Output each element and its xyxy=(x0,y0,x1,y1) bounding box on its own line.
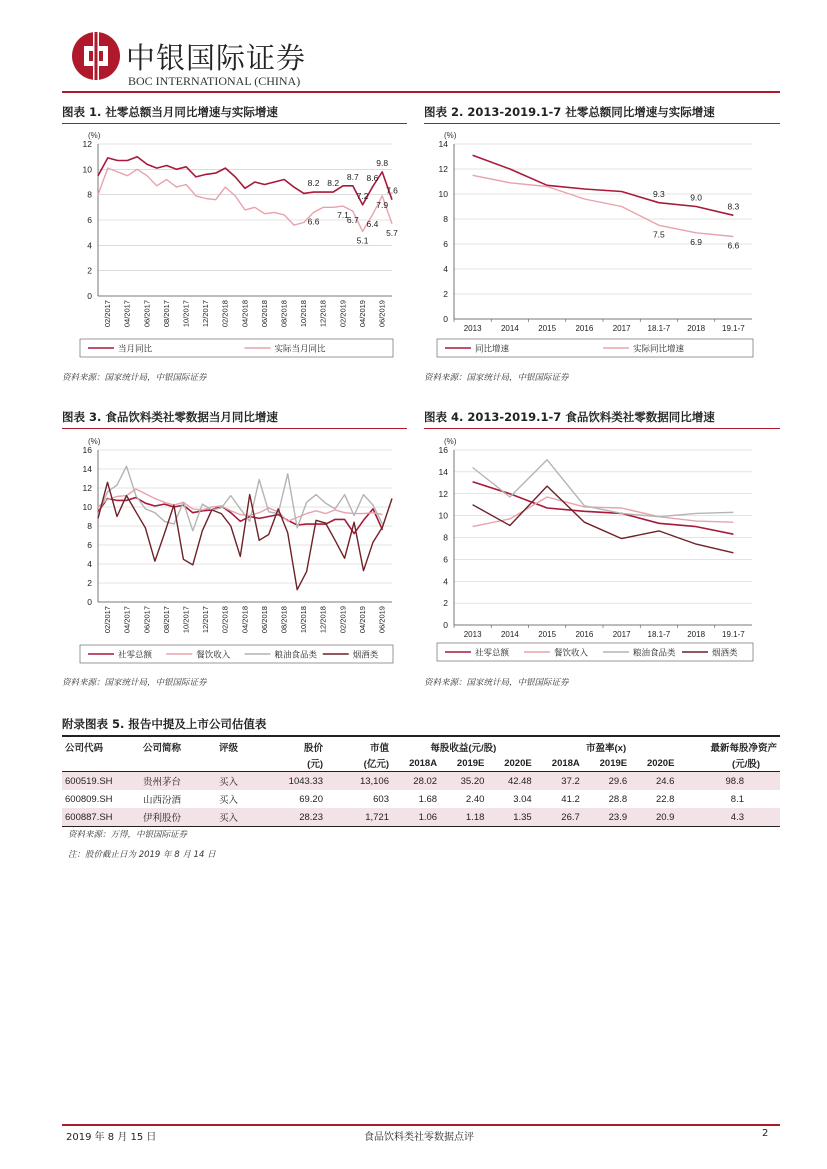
cell-pe-2019: 28.8 xyxy=(608,793,628,805)
legend-label: 实际同比增速 xyxy=(633,344,685,355)
legend-label: 餐饮收入 xyxy=(196,650,231,661)
legend-label: 餐饮收入 xyxy=(554,648,589,659)
figure-2-title: 图表 2. 2013-2019.1-7 社零总额同比增速与实际增速 xyxy=(424,105,715,119)
header-eps-2020: 2020E xyxy=(487,755,534,772)
y-unit-label: (%) xyxy=(88,131,101,140)
x-tick-label: 19.1-7 xyxy=(722,324,745,333)
x-tick-label: 18.1-7 xyxy=(647,324,671,333)
y-tick-label: 8 xyxy=(87,189,92,200)
chart-retail-annual-growth xyxy=(424,126,780,366)
cell-eps-2018: 1.68 xyxy=(418,793,438,805)
cell-code: 600809.SH xyxy=(65,793,113,805)
data-label: 6.7 xyxy=(346,215,359,226)
cell-rating: 买入 xyxy=(216,808,270,827)
header-rating: 评级 xyxy=(219,743,239,754)
legend-label: 社零总额 xyxy=(475,648,510,659)
y-tick-label: 4 xyxy=(87,559,92,569)
figure-1-title: 图表 1. 社零总额当月同比增速与实际增速 xyxy=(62,105,278,119)
table-row xyxy=(62,772,780,791)
y-tick-label: 10 xyxy=(438,510,448,521)
header-mcap-unit: (亿元) xyxy=(326,755,392,772)
x-tick-label: 04/2019 xyxy=(357,606,367,634)
y-tick-label: 2 xyxy=(87,265,92,276)
y-tick-label: 12 xyxy=(438,488,448,499)
page-number: 2 xyxy=(762,1128,769,1139)
legend-label: 粮油食品类 xyxy=(274,650,318,661)
x-tick-label: 08/2018 xyxy=(279,300,289,328)
y-tick-label: 10 xyxy=(438,189,448,199)
legend-label: 粮油食品类 xyxy=(633,648,676,659)
cell-bps: 8.1 xyxy=(730,793,744,805)
y-tick-label: 4 xyxy=(87,240,92,251)
header-pe-2020: 2020E xyxy=(630,755,677,772)
x-tick-label: 2017 xyxy=(612,630,631,639)
table-row xyxy=(62,790,780,808)
x-tick-label: 06/2017 xyxy=(142,606,152,634)
x-tick-label: 04/2017 xyxy=(122,300,132,328)
x-tick-label: 06/2019 xyxy=(377,300,387,328)
x-tick-label: 2018 xyxy=(687,324,706,333)
x-tick-label: 04/2019 xyxy=(357,300,367,328)
series-line-4 xyxy=(98,482,392,589)
y-tick-label: 8 xyxy=(443,214,448,224)
y-tick-label: 6 xyxy=(87,540,92,550)
y-tick-label: 0 xyxy=(87,597,92,607)
cell-eps-2020: 42.48 xyxy=(487,772,534,791)
footer-report-title: 食品饮料类社零数据点评 xyxy=(364,1132,474,1143)
figure-4-rule xyxy=(424,428,780,429)
y-tick-label: 0 xyxy=(443,314,448,324)
cell-pe-2018: 41.2 xyxy=(561,793,580,805)
x-tick-label: 2018 xyxy=(687,630,706,639)
legend-label: 同比增速 xyxy=(475,344,510,355)
x-tick-label: 2016 xyxy=(575,630,594,639)
x-tick-label: 2014 xyxy=(500,630,519,639)
x-tick-label: 02/2018 xyxy=(220,606,230,634)
table-note: 注：股价截止日为 2019 年 8 月 14 日 xyxy=(68,850,216,860)
data-label: 7.1 xyxy=(337,210,349,221)
figure-2-source: 资料来源：国家统计局，中银国际证券 xyxy=(424,373,569,383)
x-tick-label: 18.1-7 xyxy=(647,630,671,639)
header-name: 公司简称 xyxy=(143,743,182,754)
y-tick-label: 6 xyxy=(443,239,448,249)
y-tick-label: 14 xyxy=(82,464,92,474)
header-pe: 市盈率(x) xyxy=(586,743,627,754)
x-tick-label: 02/2018 xyxy=(220,300,230,328)
y-tick-label: 12 xyxy=(82,483,92,493)
y-tick-label: 4 xyxy=(443,264,448,274)
x-tick-label: 10/2017 xyxy=(181,606,191,634)
x-tick-label: 06/2019 xyxy=(377,606,387,634)
header-bps-unit: (元/股) xyxy=(677,755,780,772)
figure-3-rule xyxy=(62,428,407,429)
valuation-table xyxy=(62,739,780,827)
cell-code: 600887.SH xyxy=(62,808,140,827)
chart-retail-monthly-growth xyxy=(62,126,407,366)
data-label: 8.3 xyxy=(727,201,740,212)
y-tick-label: 2 xyxy=(443,289,448,299)
x-tick-label: 10/2018 xyxy=(299,606,309,634)
data-label: 7.9 xyxy=(376,199,389,210)
boc-logo-icon xyxy=(70,30,122,82)
chart-food-monthly-growth xyxy=(62,430,407,670)
x-tick-label: 08/2017 xyxy=(161,300,171,328)
figure-4-source: 资料来源：国家统计局，中银国际证券 xyxy=(424,678,569,688)
y-unit-label: (%) xyxy=(444,437,457,446)
x-tick-label: 04/2017 xyxy=(122,606,132,634)
header-pe-2019: 2019E xyxy=(583,755,630,772)
x-tick-label: 06/2018 xyxy=(259,606,269,634)
cell-eps-2020: 3.04 xyxy=(513,793,532,805)
y-tick-label: 12 xyxy=(438,164,448,174)
figure-2-rule xyxy=(424,123,780,124)
data-label: 8.2 xyxy=(307,178,320,189)
data-label: 5.7 xyxy=(386,227,398,238)
legend-label: 社零总额 xyxy=(118,650,153,661)
x-tick-label: 2015 xyxy=(538,630,557,639)
y-tick-label: 10 xyxy=(82,164,92,175)
x-tick-label: 2015 xyxy=(538,324,557,333)
y-tick-label: 16 xyxy=(82,445,92,455)
cell-mcap: 1,721 xyxy=(326,808,392,827)
header-bps: 最新每股净资产 xyxy=(710,743,777,754)
series-line-3 xyxy=(473,460,734,517)
legend-label: 烟酒类 xyxy=(352,650,379,661)
x-tick-label: 12/2017 xyxy=(201,300,211,328)
cell-pe-2018: 37.2 xyxy=(535,772,583,791)
x-tick-label: 02/2019 xyxy=(338,606,348,634)
footer-rule xyxy=(62,1124,780,1126)
data-label: 7.5 xyxy=(652,229,665,240)
data-label: 6.6 xyxy=(727,240,740,251)
data-label: 9.8 xyxy=(376,157,389,168)
y-tick-label: 16 xyxy=(438,445,448,455)
cell-bps: 98.8 xyxy=(677,772,780,791)
y-tick-label: 10 xyxy=(82,502,92,512)
header-pe-2018: 2018A xyxy=(535,755,583,772)
y-tick-label: 6 xyxy=(87,215,92,225)
y-tick-label: 4 xyxy=(443,576,448,587)
y-tick-label: 14 xyxy=(438,139,448,149)
figure-3-title: 图表 3. 食品饮料类社零数据当月同比增速 xyxy=(62,410,278,424)
x-tick-label: 06/2017 xyxy=(142,300,152,328)
cell-eps-2018: 1.06 xyxy=(392,808,440,827)
cell-code: 600519.SH xyxy=(62,772,140,791)
cell-name: 山西汾酒 xyxy=(143,795,182,806)
x-tick-label: 2013 xyxy=(463,324,482,333)
y-tick-label: 2 xyxy=(443,598,448,609)
cell-mcap: 13,106 xyxy=(326,772,392,791)
data-label: 9.3 xyxy=(652,188,665,199)
figure-3-source: 资料来源：国家统计局，中银国际证券 xyxy=(62,678,207,688)
x-tick-label: 12/2017 xyxy=(201,606,211,634)
y-unit-label: (%) xyxy=(88,437,101,446)
header-code: 公司代码 xyxy=(65,743,104,754)
cell-rating: 买入 xyxy=(216,772,270,791)
y-tick-label: 6 xyxy=(443,554,448,565)
table-source: 资料来源：万得，中银国际证券 xyxy=(68,830,188,840)
legend-label: 当月同比 xyxy=(118,344,153,355)
cell-pe-2019: 29.6 xyxy=(583,772,630,791)
x-tick-label: 04/2018 xyxy=(240,300,250,328)
cell-eps-2020: 1.35 xyxy=(487,808,534,827)
cell-price: 1043.33 xyxy=(270,772,326,791)
x-tick-label: 06/2018 xyxy=(259,300,269,328)
figure-4-title: 图表 4. 2013-2019.1-7 食品饮料类社零数据同比增速 xyxy=(424,410,715,424)
y-tick-label: 14 xyxy=(438,466,448,477)
figure-1-rule xyxy=(62,123,407,124)
header-eps-2019: 2019E xyxy=(440,755,487,772)
y-tick-label: 0 xyxy=(87,291,92,301)
x-tick-label: 10/2017 xyxy=(181,300,191,328)
table-row xyxy=(62,808,780,827)
x-tick-label: 2017 xyxy=(612,324,631,333)
data-label: 8.6 xyxy=(366,173,379,184)
cell-pe-2020: 22.8 xyxy=(655,793,675,805)
x-tick-label: 2013 xyxy=(463,630,482,639)
x-tick-label: 2016 xyxy=(575,324,594,333)
header-eps: 每股收益(元/股) xyxy=(430,743,497,754)
data-label: 7.6 xyxy=(386,185,398,196)
data-label: 9.0 xyxy=(690,192,703,203)
company-name-cn: 中银国际证券 xyxy=(126,41,307,75)
table-title: 附录图表 5. 报告中提及上市公司估值表 xyxy=(62,717,267,731)
y-tick-label: 8 xyxy=(87,521,92,531)
y-tick-label: 12 xyxy=(82,139,92,149)
x-tick-label: 08/2017 xyxy=(161,606,171,634)
x-tick-label: 19.1-7 xyxy=(722,630,745,639)
y-tick-label: 2 xyxy=(87,578,92,588)
data-label: 6.9 xyxy=(690,236,703,247)
cell-rating: 买入 xyxy=(219,795,239,806)
x-tick-label: 02/2019 xyxy=(338,300,348,328)
company-name-en: BOC INTERNATIONAL (CHINA) xyxy=(128,74,301,88)
x-tick-label: 02/2017 xyxy=(103,300,113,328)
x-tick-label: 12/2018 xyxy=(318,300,328,328)
data-label: 7.2 xyxy=(356,190,369,201)
data-label: 6.6 xyxy=(307,216,320,227)
cell-bps: 4.3 xyxy=(677,808,780,827)
y-unit-label: (%) xyxy=(444,131,457,140)
data-label: 8.7 xyxy=(346,171,359,182)
cell-pe-2020: 20.9 xyxy=(630,808,677,827)
chart-food-annual-growth xyxy=(424,430,780,670)
series-line-2 xyxy=(98,489,383,521)
header-rule xyxy=(62,91,780,93)
header-price: 股价 xyxy=(303,743,323,754)
series-line-1 xyxy=(473,155,734,215)
cell-mcap: 603 xyxy=(373,793,389,805)
data-label: 5.1 xyxy=(356,235,369,246)
x-tick-label: 08/2018 xyxy=(279,606,289,634)
x-tick-label: 2014 xyxy=(500,324,519,333)
table-top-rule xyxy=(62,735,780,737)
x-tick-label: 04/2018 xyxy=(240,606,250,634)
cell-eps-2019: 2.40 xyxy=(465,793,485,805)
cell-name: 伊利股份 xyxy=(140,808,216,827)
cell-price: 28.23 xyxy=(270,808,326,827)
cell-eps-2019: 35.20 xyxy=(440,772,487,791)
legend-label: 烟酒类 xyxy=(712,648,738,659)
cell-pe-2018: 26.7 xyxy=(535,808,583,827)
cell-price: 69.20 xyxy=(299,793,323,805)
cell-pe-2019: 23.9 xyxy=(583,808,630,827)
y-tick-label: 0 xyxy=(443,620,448,630)
footer-date: 2019 年 8 月 15 日 xyxy=(66,1132,157,1143)
x-tick-label: 10/2018 xyxy=(299,300,309,328)
header-price-unit: (元) xyxy=(270,755,326,772)
header-eps-2018: 2018A xyxy=(392,755,440,772)
legend-label: 实际当月同比 xyxy=(274,344,326,355)
cell-pe-2020: 24.6 xyxy=(630,772,677,791)
figure-1-source: 资料来源：国家统计局，中银国际证券 xyxy=(62,373,207,383)
data-label: 8.2 xyxy=(327,178,340,189)
x-tick-label: 12/2018 xyxy=(318,606,328,634)
cell-name: 贵州茅台 xyxy=(140,772,216,791)
x-tick-label: 02/2017 xyxy=(103,606,113,634)
data-label: 6.4 xyxy=(366,218,379,229)
cell-eps-2019: 1.18 xyxy=(440,808,487,827)
header-mcap: 市值 xyxy=(369,743,389,754)
cell-eps-2018: 28.02 xyxy=(392,772,440,791)
y-tick-label: 8 xyxy=(443,532,448,543)
